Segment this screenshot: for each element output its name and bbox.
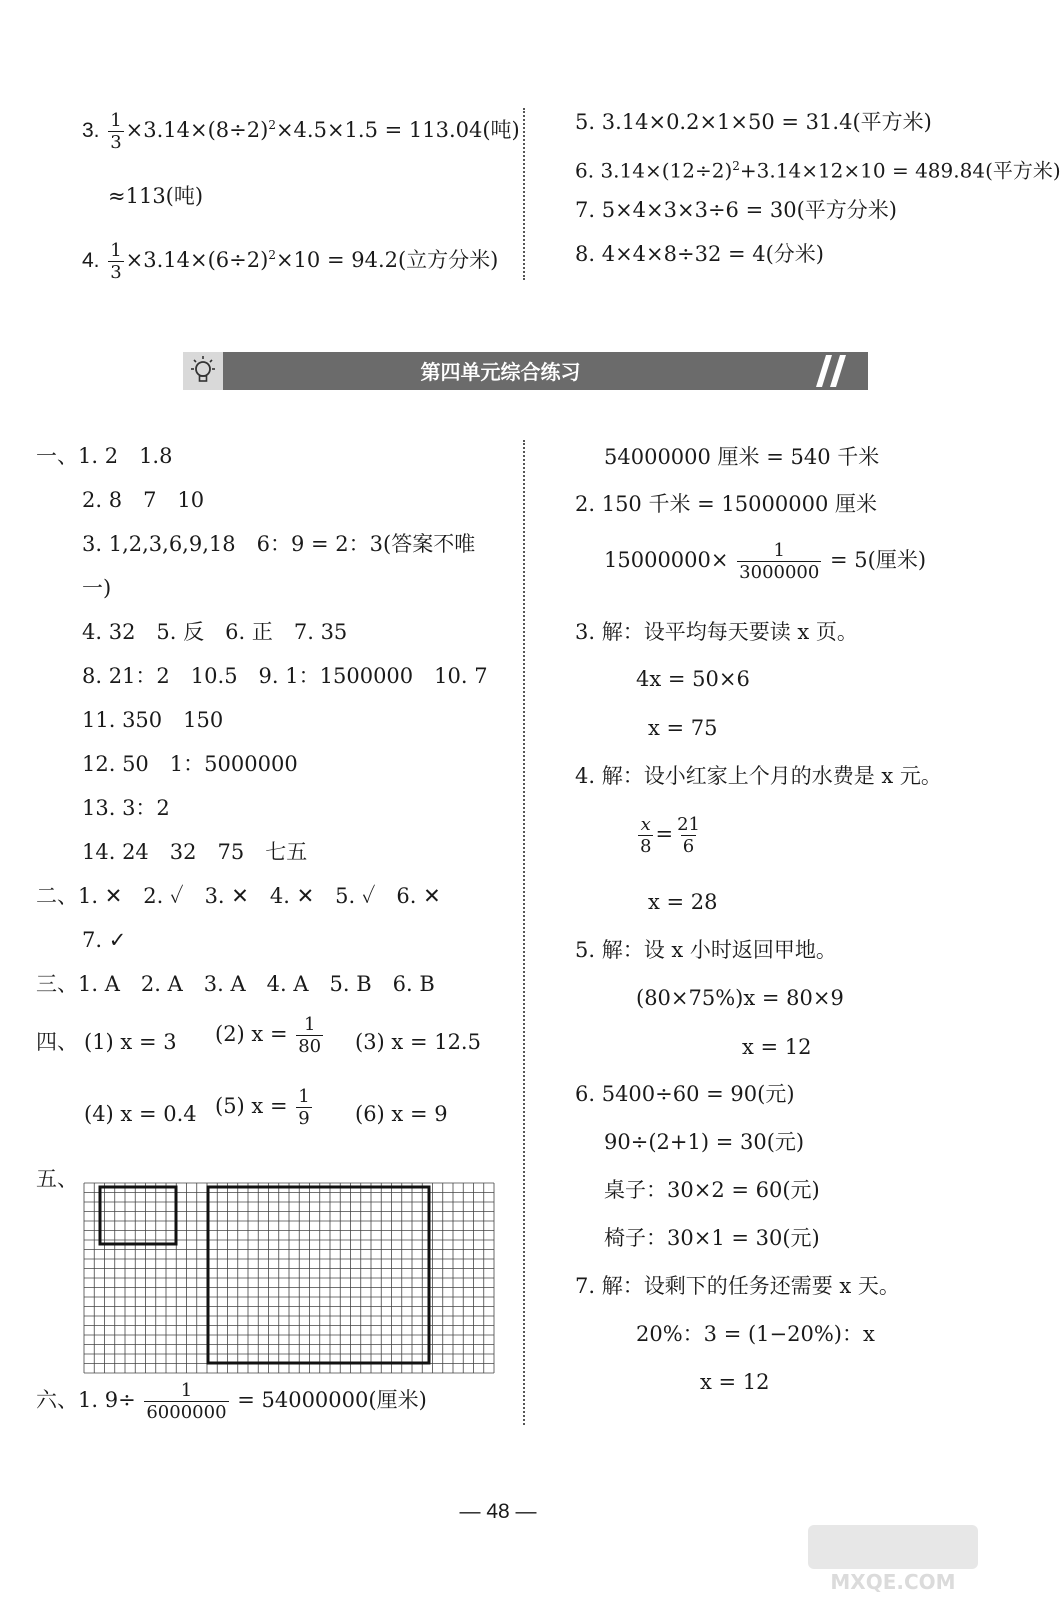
answer-line: 8. 21：2 10.5 9. 1：1500000 10. 7 [82,664,488,688]
section-banner [183,352,868,390]
answer-line: 4x = 50×6 [636,667,750,691]
answer-q7: 7. 5×4×3×3÷6 = 30(平方分米) [575,198,897,222]
page-number: — 48 — [459,1500,537,1523]
answer-q6: 6. $3.14\times(12\div 2)^2+3.14\times 12\times 10 = 489.84$(平方米) [575,158,1061,183]
fraction: $\frac{1}{3000000}$ [739,540,820,583]
answer-line: 20%：3 = (1−20%)：x [636,1322,875,1346]
section5-label: 五、 [36,1167,78,1191]
answer-q3: 3. $\frac{1}{3}$ $\times 3.14\times(8\div 2)^2\times 4.5\times 1.5 = 113.04$(吨) [82,110,520,153]
banner-stripes [814,355,854,387]
answer-line: 二、1. ✕ 2. ✓ 3. ✕ 4. ✕ 5. ✓ 6. ✕ [36,884,441,908]
answer-s4-4: (4) x = 0.4 [84,1102,197,1126]
answer-s4-3: (3) x = 12.5 [355,1030,481,1054]
column-divider-main [523,440,525,1425]
answer-line: 3. 1,2,3,6,9,18 6：9 = 2：3(答案不唯 [82,532,476,556]
column-divider-top [523,108,525,280]
answer-line: (80×75%)x = 80×9 [636,986,844,1010]
answer-line: 90÷(2+1) = 30(元) [604,1130,805,1154]
answer-line: x = 75 [648,716,718,740]
answer-line: 14. 24 32 75 七五 [82,840,308,864]
drawing-grid [84,1183,494,1373]
answer-line: 4. 32 5. 反 6. 正 7. 35 [82,620,348,644]
answer-q5: 5. 3.14×0.2×1×50 = 31.4(平方米) [575,110,932,134]
answer-q4: 4. $\frac{1}{3}$ $\times 3.14\times(6\div 2)^2\times 10 = 94.2$(立方分米) [82,240,499,283]
answer-line: 椅子：30×1 = 30(元) [604,1226,820,1250]
answer-line: 11. 350 150 [82,708,224,732]
answer-line: x = 12 [742,1035,812,1059]
answer-line: 5. 解：设 x 小时返回甲地。 [575,938,837,962]
answer-line: 2. 150 千米 = 15000000 厘米 [575,492,877,516]
section4-label: 四、 [36,1030,78,1054]
fraction: $\frac{1}{80}$ [298,1014,322,1057]
answer-proportion: $\frac{x}{8}$ = $\frac{21}{6}$ [640,814,700,857]
answer-line: 7. ✓ [82,928,127,952]
item-number: 4. [82,249,100,272]
answer-line: x = 12 [700,1370,770,1394]
answer-s4-5: (5) x = $\frac{1}{9}$ [215,1086,310,1129]
answer-line: x = 28 [648,890,718,914]
answer-s6: 六、1. 9÷ $\frac{1}{6000000}$ = 54000000(厘米) [36,1380,427,1423]
answer-line: 54000000 厘米 = 540 千米 [604,445,880,469]
svg-text:MXQE.COM: MXQE.COM [830,1570,956,1594]
answer-s4-2: (2) x = $\frac{1}{80}$ [215,1014,322,1057]
fraction: $\frac{1}{6000000}$ [146,1380,227,1423]
answer-line: 15000000× $\frac{1}{3000000}$ = 5(厘米) [604,540,927,583]
answer-s4-1: (1) x = 3 [84,1030,177,1054]
watermark-logo [808,1525,978,1595]
answer-line: 6. 5400÷60 = 90(元) [575,1082,795,1106]
fraction: $\frac{1}{3}$ [110,240,122,283]
answer-line: 桌子：30×2 = 60(元) [604,1178,820,1202]
item-number: 3. [82,119,100,142]
answer-line: 一) [82,576,112,600]
answer-q8: 8. 4×4×8÷32 = 4(分米) [575,242,824,266]
fraction: $\frac{21}{6}$ [677,814,700,857]
answer-line: 一、1. 2 1.8 [36,444,173,468]
answer-line: 三、1. A 2. A 3. A 4. A 5. B 6. B [36,972,435,996]
answer-line: 13. 3：2 [82,796,170,820]
answer-line: 2. 8 7 10 [82,488,205,512]
answer-line: 4. 解：设小红家上个月的水费是 x 元。 [575,764,942,788]
fraction: $\frac{1}{9}$ [298,1086,310,1129]
answer-line: 12. 50 1：5000000 [82,752,298,776]
fraction: $\frac{1}{3}$ [110,110,122,153]
answer-line: 7. 解：设剩下的任务还需要 x 天。 [575,1274,900,1298]
answer-s4-6: (6) x = 9 [355,1102,448,1126]
answer-line: 3. 解：设平均每天要读 x 页。 [575,620,858,644]
section-title: 第四单元综合练习 [420,360,581,384]
small-rectangle [100,1187,176,1244]
large-rectangle [208,1187,429,1363]
answer-q3-approx: ≈113(吨) [108,184,204,208]
fraction: $\frac{x}{8}$ [640,814,652,857]
